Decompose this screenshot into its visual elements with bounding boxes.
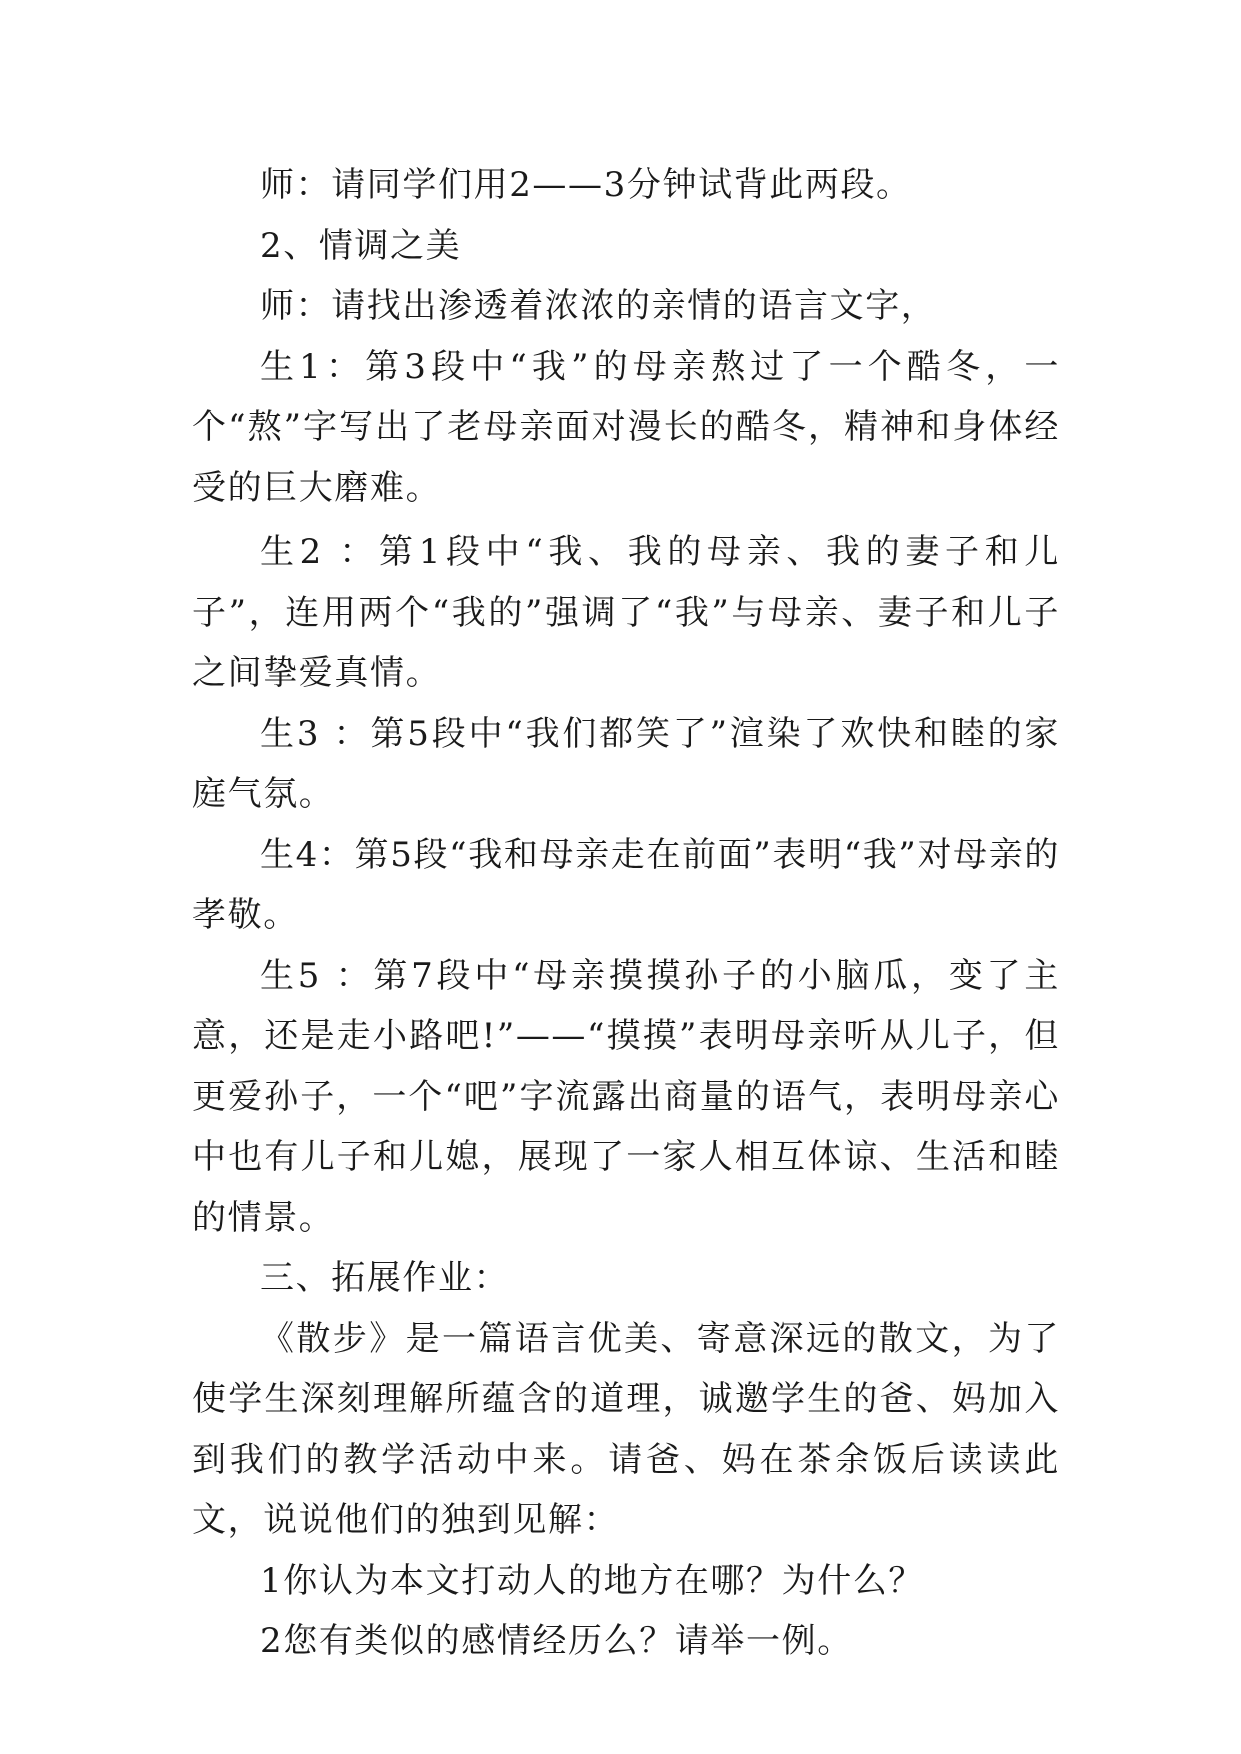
homework-question-1: 1你认为本文打动人的地方在哪？为什么？ — [260, 1560, 925, 1601]
paragraph-student-4: 生4：第5段“我和母亲走在前面”表明“我”对母亲的孝敬。 — [192, 834, 1060, 935]
document-body — [192, 155, 1060, 1672]
paragraph-student-2: 生2 ：第1段中“我、我的母亲、我的妻子和儿子”，连用两个“我的”强调了“我”与母亲、妻子和儿子之间挚爱真情。 — [192, 532, 1060, 693]
homework-question-2: 2您有类似的感情经历么？请举一例。 — [260, 1621, 853, 1661]
paragraph-teacher-recite: 师：请同学们用2——3分钟试背此两段。 — [260, 165, 912, 205]
paragraph-teacher-question: 师：请找出渗透着浓浓的亲情的语言文字， — [260, 286, 937, 326]
paragraph-student-5: 生5 ：第7段中“母亲摸摸孙子的小脑瓜，变了主意，还是走小路吧!”——“摸摸”表明母亲听从儿子，但更爱孙子，一个“吧”字流露出商量的语气，表明母亲心中也有儿子和儿媳，展现了一家人相互体谅、生活和睦的情景。 — [192, 955, 1060, 1238]
section-heading-homework: 三、拓展作业： — [260, 1258, 510, 1298]
paragraph-homework-intro: 《散步》是一篇语言优美、寄意深远的散文，为了使学生深刻理解所蕴含的道理，诚邀学生的爸、妈加入到我们的教学活动中来。请爸、妈在茶余饭后读读此文，说说他们的独到见解： — [192, 1318, 1060, 1540]
paragraph-student-3: 生3 ：第5段中“我们都笑了”渲染了欢快和睦的家庭气氛。 — [192, 713, 1060, 814]
section-heading-emotion: 2、情调之美 — [260, 225, 462, 266]
paragraph-student-1: 生1：第3段中“我”的母亲熬过了一个酷冬，一个“熬”字写出了老母亲面对漫长的酷冬，精神和身体经受的巨大磨难。 — [192, 346, 1060, 508]
